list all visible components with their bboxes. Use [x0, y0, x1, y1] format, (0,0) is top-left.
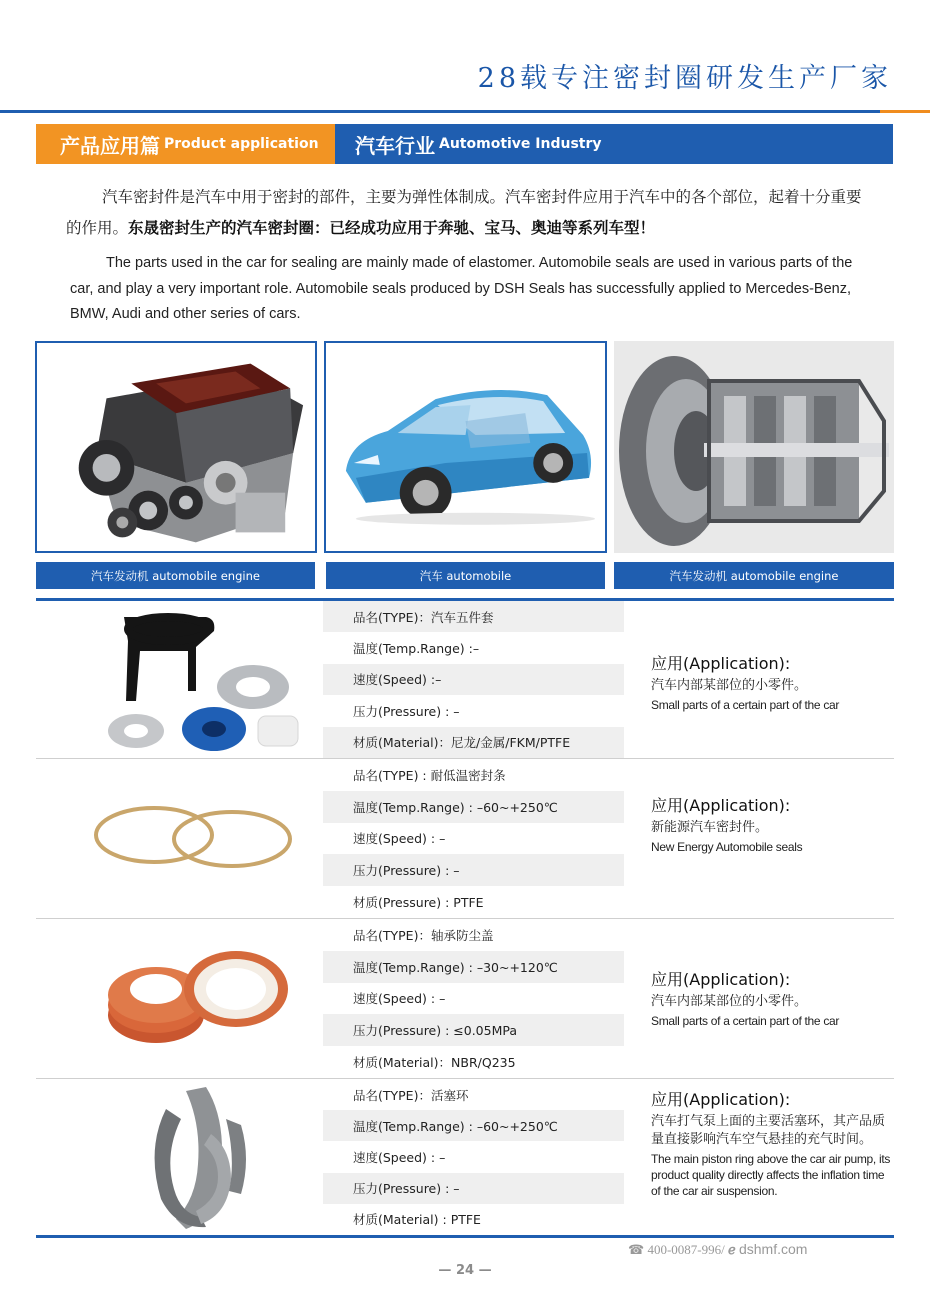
spec-speed: 速度(Speed) :–	[323, 664, 624, 695]
car-photo	[324, 341, 607, 553]
caption-en: automobile engine	[152, 568, 260, 583]
spec-list	[323, 1079, 624, 1235]
page-number: — 24 —	[438, 1263, 492, 1278]
spec-temp: 温度(Temp.Range) : –60~+250℃	[323, 1110, 624, 1141]
spec-type: 品名(TYPE)：汽车五件套	[323, 601, 624, 632]
spec-temp: 温度(Temp.Range) : –30~+120℃	[323, 951, 624, 983]
spec-type: 品名(TYPE)：活塞环	[353, 1087, 469, 1103]
header-divider-accent	[880, 110, 930, 113]
section-bar	[36, 124, 893, 164]
application-en: Small parts of a certain part of the car	[651, 698, 840, 712]
spec-pressure: 压力(Pressure) : –	[323, 854, 624, 886]
spec-temp: 温度(Temp.Range) : –60~+250℃	[323, 791, 624, 823]
industry-zh: 汽车行业	[355, 133, 435, 158]
application-title: 应用(Application):	[651, 970, 791, 989]
transmission-image	[614, 341, 894, 553]
spec-pressure: 压力(Pressure) : ≤0.05MPa	[323, 1014, 624, 1046]
table-bottom-rule	[36, 1235, 894, 1238]
caption-zh: 汽车发动机	[669, 568, 728, 583]
photo-caption-car	[326, 562, 605, 589]
spec-pressure: 压力(Pressure) : –	[323, 1173, 624, 1204]
caption-en: automobile engine	[730, 568, 839, 583]
footer-separator: /	[721, 1242, 725, 1257]
spec-list	[323, 759, 624, 918]
page-header-title: 28载专注密封圈研发生产厂家	[477, 63, 892, 94]
application-zh: 新能源汽车密封件。	[651, 820, 769, 835]
application-title: 应用(Application):	[651, 1090, 791, 1109]
application-en: Small parts of a certain part of the car	[651, 1014, 840, 1028]
piston-ring-image	[36, 1079, 323, 1235]
header-divider	[0, 110, 880, 113]
intro-chinese	[66, 182, 866, 244]
spec-material: 材质(Material)：尼龙/金属/FKM/PTFE	[323, 727, 624, 758]
caption-zh: 汽车	[419, 568, 443, 583]
photo-caption-engine	[36, 562, 315, 589]
bearing-dust-cover-image	[36, 919, 323, 1078]
spec-type: 品名(TYPE)：轴承防尘盖	[353, 927, 494, 943]
application-en: New Energy Automobile seals	[651, 840, 803, 854]
application-block	[651, 1087, 891, 1199]
car-image	[326, 343, 605, 551]
spec-speed: 速度(Speed) : –	[353, 831, 446, 847]
caption-zh: 汽车发动机	[91, 568, 149, 583]
spec-material: 材质(Material) : PTFE	[353, 1212, 481, 1228]
caption-en: automobile	[446, 568, 512, 583]
intro-zh-highlight: 东晟密封生产的汽车密封圈：已经成功应用于奔驰、宝马、奥迪等系列车型！	[128, 219, 656, 237]
intro-english: The parts used in the car for sealing are mainly made of elastomer. Automobile seals are used in various parts of the car, and play a very important role. Automobile seals produced by DSH Seals has successfully applied to Mercedes-Benz, BMW, Audi and other series of cars.	[70, 255, 853, 322]
category-zh: 产品应用篇	[60, 133, 160, 158]
spec-list	[323, 919, 624, 1078]
transmission-photo	[614, 341, 894, 553]
five-piece-seal-kit-image	[36, 601, 323, 758]
footer-website[interactable]: dshmf.com	[738, 1241, 808, 1257]
spec-material: 材质(Material)：NBR/Q235	[353, 1055, 516, 1071]
spec-material: 材质(Pressure) : PTFE	[353, 895, 484, 911]
spec-list	[323, 601, 624, 758]
spec-pressure: 压力(Pressure) : –	[353, 703, 460, 719]
spec-temp: 温度(Temp.Range) :–	[353, 641, 480, 657]
spec-type: 品名(TYPE) : 耐低温密封条	[353, 767, 506, 783]
product-row	[36, 1079, 894, 1235]
application-title: 应用(Application):	[651, 654, 791, 673]
application-title: 应用(Application):	[651, 796, 791, 815]
product-row	[36, 919, 894, 1078]
footer-phone: 400-0087-996	[647, 1242, 722, 1257]
industry-en: Automotive Industry	[439, 136, 602, 152]
application-block	[651, 793, 891, 855]
footer-contact	[628, 1241, 807, 1258]
application-en: The main piston ring above the car air pump, its product quality directly affects the inflation time of the car air suspension.	[651, 1152, 891, 1198]
engine-image	[37, 343, 315, 551]
spec-speed: 速度(Speed) : –	[353, 1149, 446, 1165]
photo-caption-transmission	[614, 562, 894, 589]
category-label	[36, 124, 335, 164]
product-row	[36, 601, 894, 758]
application-zh: 汽车内部某部位的小零件。	[651, 678, 808, 693]
application-block	[651, 967, 891, 1029]
category-en: Product application	[164, 136, 319, 152]
application-zh: 汽车打气泵上面的主要活塞环，其产品质量直接影响汽车空气悬挂的充气时间。	[651, 1114, 886, 1147]
intro-zh-text: 汽车密封件是汽车中用于密封的部件，主要为弹性体制成。汽车密封件应用于汽车中的各个部位，起着十分重要的作用。	[66, 188, 862, 237]
engine-photo	[35, 341, 317, 553]
product-row	[36, 759, 894, 918]
application-block	[651, 651, 891, 713]
application-zh: 汽车内部某部位的小零件。	[651, 994, 808, 1009]
ptfe-seal-strip-image	[36, 759, 323, 918]
industry-label	[335, 124, 893, 164]
web-icon: ℯ	[728, 1242, 736, 1257]
phone-icon: ☎	[628, 1242, 645, 1257]
spec-speed: 速度(Speed) : –	[353, 991, 446, 1007]
